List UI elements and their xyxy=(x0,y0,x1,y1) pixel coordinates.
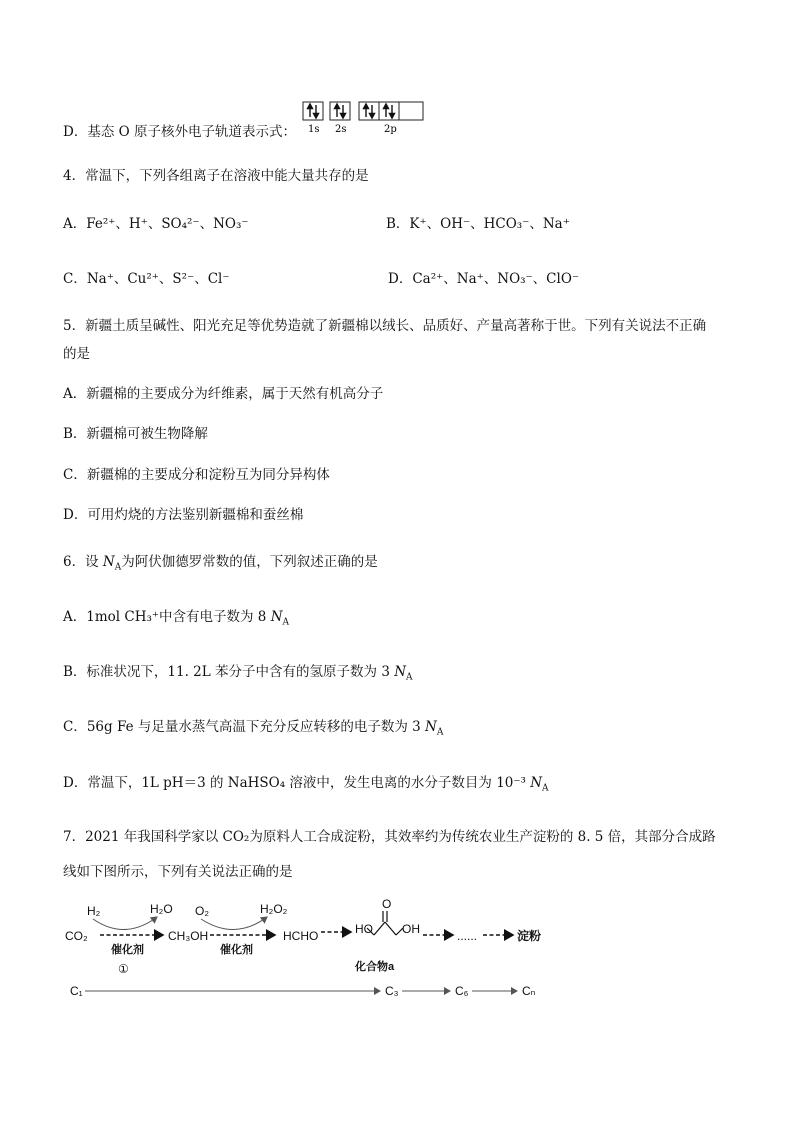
orbital-diagram xyxy=(300,100,430,136)
avogadro-symbol: N xyxy=(425,719,437,735)
q7-stem-line2: 线如下图所示，下列有关说法正确的是 xyxy=(63,864,293,880)
q6-stem-pre: 6．设 xyxy=(63,554,103,570)
c1-label: C₁ xyxy=(70,984,83,998)
q4-option-c: C．Na⁺、Cu²⁺、S²⁻、Cl⁻ xyxy=(63,271,230,287)
q6-option-d-text: D．常温下，1L pH＝3 的 NaHSO₄ 溶液中，发生电离的水分子数目为 10⁻³ xyxy=(63,775,531,791)
h2o-label: H₂O xyxy=(150,902,173,916)
h2-label: H₂ xyxy=(87,904,101,918)
ion: Ca²⁺ xyxy=(412,271,444,287)
q7-stem-line1: 7．2021 年我国科学家以 CO₂为原料人工合成淀粉，其效率约为传统农业生产淀粉的 8. 5 倍，其部分合成路 xyxy=(63,829,716,845)
synthesis-scheme xyxy=(55,895,565,1010)
q6-option-a: A．1mol CH₃⁺中含有电子数为 8 $N_A$ xyxy=(63,609,289,628)
c3-label: C₃ xyxy=(385,984,399,998)
q4-option-b-label: B． xyxy=(386,216,410,232)
oh-label: OH xyxy=(402,922,420,936)
co2-label: CO₂ xyxy=(65,929,88,943)
q5-option-b: B．新疆棉可被生物降解 xyxy=(63,426,208,442)
q6-option-c: C．56g Fe 与足量水蒸气高温下充分反应转移的电子数为 3 $N_A$ xyxy=(63,719,444,738)
q5-stem-line1: 5．新疆土质呈碱性、阳光充足等优势造就了新疆棉以绒长、品质好、产量高著称于世。下列有关说法不正确 xyxy=(63,318,707,334)
q4-option-a: A．Fe²⁺、H⁺、SO₄²⁻、NO₃⁻ xyxy=(63,216,249,232)
q3-option-d-text: D．基态 O 原子核外电子轨道表示式： xyxy=(63,124,296,140)
orbital-label-2s: 2s xyxy=(335,124,347,135)
q6-stem: 6．设 $N_A$为阿伏伽德罗常数的值，下列叙述正确的是 xyxy=(63,554,378,573)
orbital-label-1s: 1s xyxy=(308,124,320,135)
q6-option-b-text: B．标准状况下，11. 2L 苯分子中含有的氢原子数为 3 xyxy=(63,664,395,680)
q6-option-a-text: A．1mol CH₃⁺中含有电子数为 8 xyxy=(63,609,271,625)
ion: OH⁻ xyxy=(440,216,471,232)
avogadro-symbol: N xyxy=(270,609,283,625)
c6-label: C₆ xyxy=(455,984,469,998)
carbonyl-o-label: O xyxy=(382,897,392,911)
ion: S²⁻ xyxy=(172,271,195,287)
ion: SO₄²⁻ xyxy=(161,216,200,232)
ch3oh-label: CH₃OH xyxy=(168,929,209,943)
q6-stem-post: 为阿伏伽德罗常数的值，下列叙述正确的是 xyxy=(121,554,378,570)
catalyst-label-1: 催化剂 xyxy=(111,944,144,956)
avogadro-symbol: N xyxy=(102,554,115,570)
ion: Na⁺ xyxy=(86,271,114,287)
orbital-label-2p: 2p xyxy=(384,124,397,135)
reagent-curve-1 xyxy=(93,917,157,930)
avogadro-symbol: N xyxy=(394,664,407,680)
ion: Na⁺ xyxy=(542,216,570,232)
o2-label: O₂ xyxy=(195,904,209,918)
q4-option-d: D．Ca²⁺、Na⁺、NO₃⁻、ClO⁻ xyxy=(388,271,580,287)
q4-option-b: B．K⁺、OH⁻、HCO₃⁻、Na⁺ xyxy=(386,216,570,232)
ion: Na⁺ xyxy=(456,271,484,287)
ion: K⁺ xyxy=(409,216,427,232)
compound-a-label: 化合物a xyxy=(355,961,395,973)
ion: Cl⁻ xyxy=(207,271,230,287)
avogadro-symbol: N xyxy=(530,775,543,791)
q3-option-d xyxy=(63,122,296,142)
q5-stem-line2: 的是 xyxy=(63,346,90,362)
hcho-label: HCHO xyxy=(283,929,319,943)
q4-option-d-label: D． xyxy=(388,271,413,287)
starch-label: 淀粉 xyxy=(517,929,542,943)
q5-option-d: D．可用灼烧的方法鉴别新疆棉和蚕丝棉 xyxy=(63,507,304,523)
ion: Fe²⁺ xyxy=(86,216,116,232)
ion: NO₃⁻ xyxy=(213,216,249,232)
h2o2-label: H₂O₂ xyxy=(260,902,288,916)
q5-option-c: C．新疆棉的主要成分和淀粉互为同分异构体 xyxy=(63,467,330,483)
ion: HCO₃⁻ xyxy=(483,216,530,232)
q4-option-c-label: C． xyxy=(63,271,87,287)
catalyst-label-2: 催化剂 xyxy=(220,944,253,956)
q6-option-c-text: C．56g Fe 与足量水蒸气高温下充分反应转移的电子数为 3 xyxy=(63,719,426,735)
q6-option-d: D．常温下，1L pH＝3 的 NaHSO₄ 溶液中，发生电离的水分子数目为 10⁻³ $N_A$ xyxy=(63,775,549,794)
q4-option-a-label: A． xyxy=(63,216,87,232)
step-1-label: ① xyxy=(118,962,129,976)
ion: NO₃⁻ xyxy=(497,271,533,287)
dots-label: ...... xyxy=(457,929,478,943)
q4-stem: 4．常温下，下列各组离子在溶液中能大量共存的是 xyxy=(63,168,369,184)
ho-label: HO xyxy=(355,922,373,936)
ion: H⁺ xyxy=(128,216,148,232)
q5-option-a: A．新疆棉的主要成分为纤维素，属于天然有机高分子 xyxy=(63,386,384,402)
reagent-curve-2 xyxy=(201,917,267,930)
ion: ClO⁻ xyxy=(546,271,580,287)
ion: Cu²⁺ xyxy=(127,271,159,287)
cn-label: Cₙ xyxy=(522,984,536,998)
q6-option-b: B．标准状况下，11. 2L 苯分子中含有的氢原子数为 3 $N_A$ xyxy=(63,664,413,683)
